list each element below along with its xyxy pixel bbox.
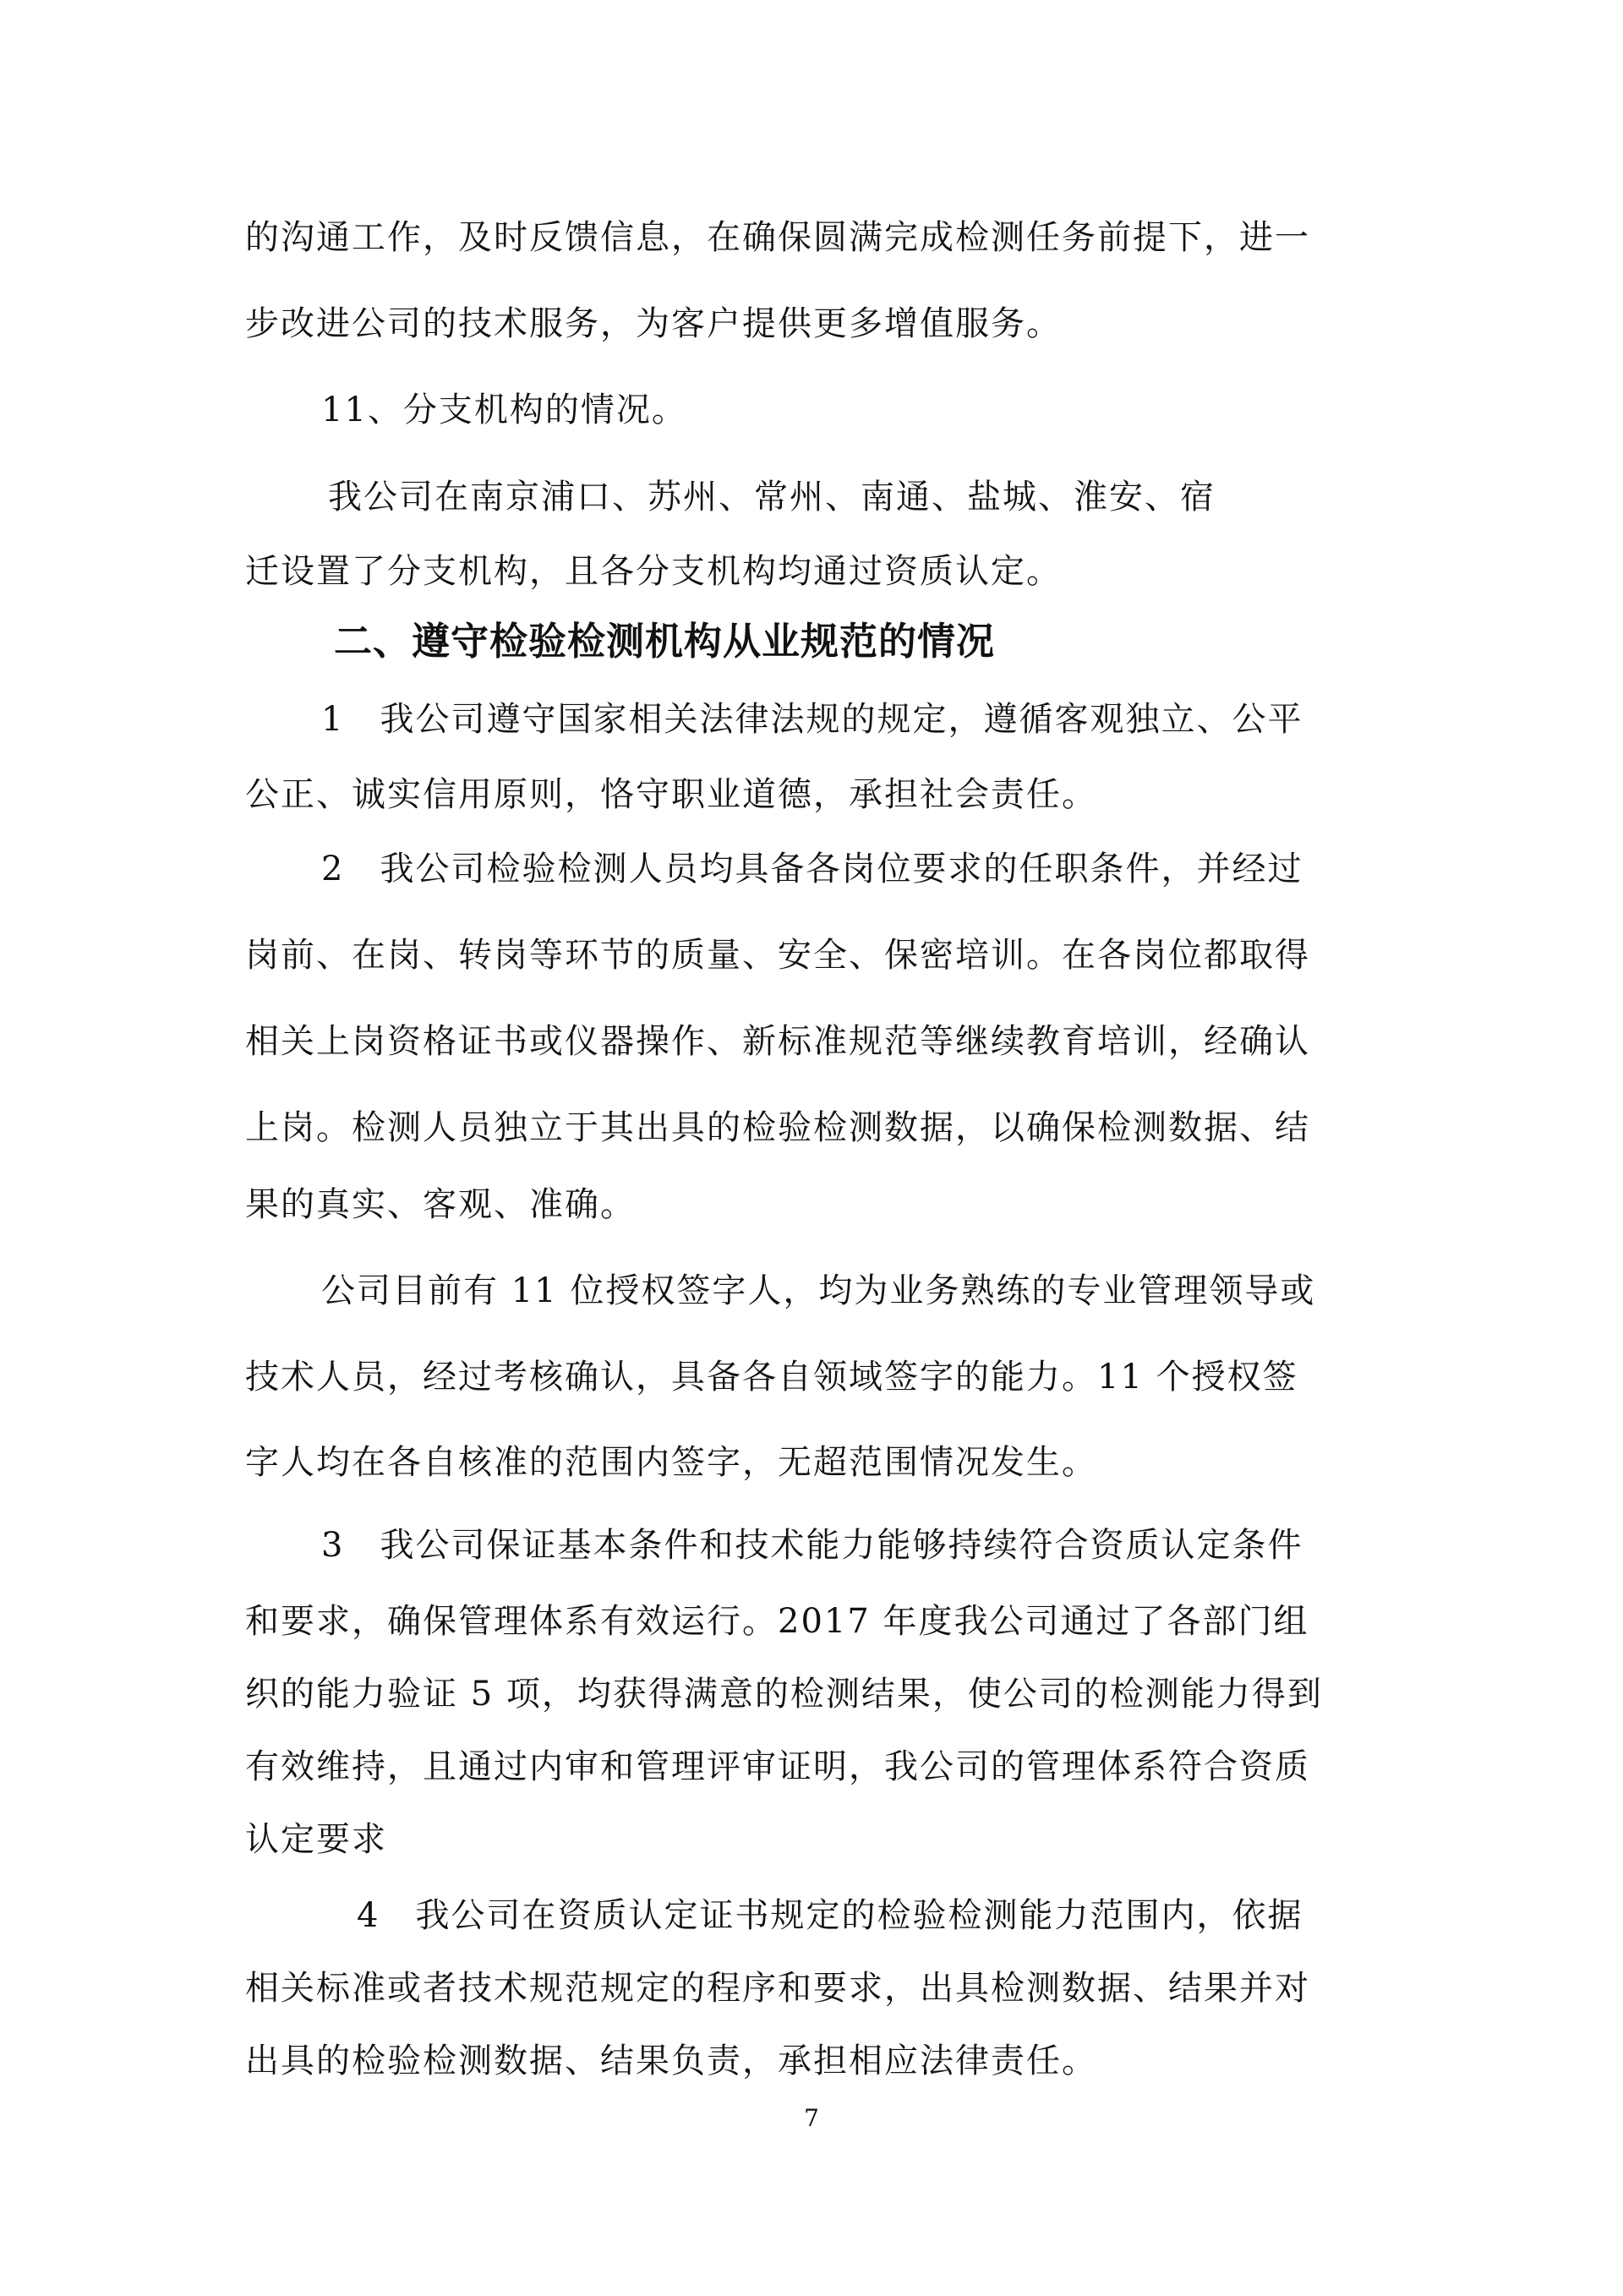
text-line: 相关上岗资格证书或仪器操作、新标准规范等继续教育培训，经确认 — [245, 1022, 1310, 1061]
section-item-11: 11、分支机构的情况。 — [321, 391, 687, 429]
section-heading: 二、遵守检验检测机构从业规范的情况 — [334, 619, 996, 664]
text-line: 公正、诚实信用原则，恪守职业道德，承担社会责任。 — [245, 775, 1097, 814]
text-line: 出具的检验检测数据、结果负责，承担相应法律责任。 — [245, 2042, 1097, 2080]
text-line: 果的真实、客观、准确。 — [245, 1185, 636, 1224]
page-number: 7 — [804, 2104, 819, 2132]
text-line: 字人均在各自核准的范围内签字，无超范围情况发生。 — [245, 1443, 1097, 1482]
text-line: 织的能力验证 5 项，均获得满意的检测结果，使公司的检测能力得到 — [245, 1675, 1323, 1714]
list-item-3: 3 我公司保证基本条件和技术能力能够持续符合资质认定条件 — [321, 1526, 1303, 1565]
text-line: 岗前、在岗、转岗等环节的质量、安全、保密培训。在各岗位都取得 — [245, 936, 1310, 975]
text-line: 认定要求 — [245, 1820, 387, 1859]
text-line: 公司目前有 11 位授权签字人，均为业务熟练的专业管理领导或 — [321, 1271, 1316, 1310]
text-line: 步改进公司的技术服务，为客户提供更多增值服务。 — [245, 304, 1062, 343]
text-line: 和要求，确保管理体系有效运行。2017 年度我公司通过了各部门组 — [245, 1602, 1309, 1641]
text-line: 有效维持，且通过内审和管理评审证明，我公司的管理体系符合资质 — [245, 1747, 1310, 1786]
text-line: 的沟通工作，及时反馈信息，在确保圆满完成检测任务前提下，进一 — [245, 218, 1310, 257]
list-item-1: 1 我公司遵守国家相关法律法规的规定，遵循客观独立、公平 — [321, 700, 1303, 739]
text-line: 技术人员，经过考核确认，具备各自领域签字的能力。11 个授权签 — [245, 1358, 1298, 1397]
text-line: 上岗。检测人员独立于其出具的检验检测数据，以确保检测数据、结 — [245, 1108, 1310, 1147]
text-line: 相关标准或者技术规范规定的程序和要求，出具检测数据、结果并对 — [245, 1969, 1310, 2008]
list-item-2: 2 我公司检验检测人员均具备各岗位要求的任职条件，并经过 — [321, 850, 1303, 888]
text-line: 我公司在南京浦口、苏州、常州、南通、盐城、淮安、宿 — [328, 478, 1216, 517]
list-item-4: 4 我公司在资质认定证书规定的检验检测能力范围内，依据 — [357, 1896, 1303, 1935]
text-line: 迁设置了分支机构，且各分支机构均通过资质认定。 — [245, 552, 1062, 591]
